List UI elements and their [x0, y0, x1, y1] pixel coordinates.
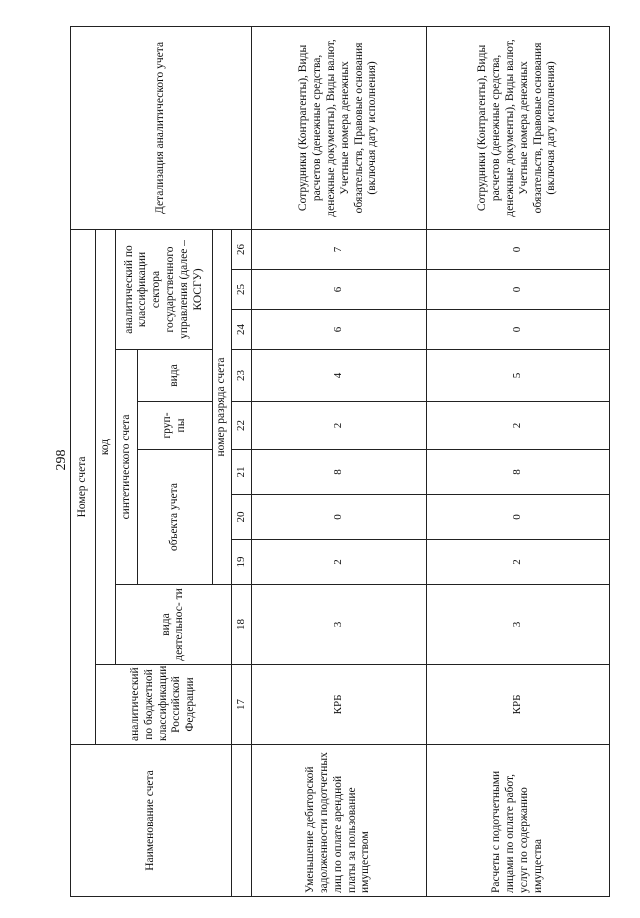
- row-value: 2: [426, 402, 609, 450]
- row-value: 2: [251, 540, 426, 585]
- row-account-name: Расчеты с подотчетными лицами по оплате работ, услуг по содержанию имущества: [426, 745, 609, 897]
- accounts-table: [70, 26, 610, 897]
- row-account-name: Уменьшение дебиторской задолженности подотчетных лиц по оплате арендной платы за пользование имуществом: [251, 745, 426, 897]
- row-value: 5: [426, 350, 609, 402]
- header-synthetic: синтетического счета: [116, 350, 138, 585]
- header-name-blank: [231, 745, 251, 897]
- digit-label: 18: [231, 585, 251, 665]
- header-account-number: Номер счета: [71, 229, 96, 744]
- header-group: груп- пы: [138, 402, 213, 450]
- digit-label: 24: [231, 310, 251, 350]
- header-detail: Детализация аналитического учета: [71, 26, 252, 229]
- header-digit-number: номер разряда счета: [213, 229, 232, 584]
- row-value: 6: [251, 270, 426, 310]
- rotated-table-container: [70, 27, 608, 897]
- digit-label: 25: [231, 270, 251, 310]
- row-value: 0: [426, 495, 609, 540]
- row-value: 3: [426, 585, 609, 665]
- row-value: 0: [251, 495, 426, 540]
- digit-label: 22: [231, 402, 251, 450]
- row-value: 0: [426, 310, 609, 350]
- row-value: 8: [426, 450, 609, 495]
- header-kind: вида: [138, 350, 213, 402]
- digit-label: 23: [231, 350, 251, 402]
- row-value: КРБ: [426, 665, 609, 745]
- row-value: 2: [426, 540, 609, 585]
- header-activity-type: вида деятельнос- ти: [116, 585, 232, 665]
- row-value: 8: [251, 450, 426, 495]
- digit-label: 17: [231, 665, 251, 745]
- row-value: 3: [251, 585, 426, 665]
- row-value: 2: [251, 402, 426, 450]
- digit-label: 26: [231, 229, 251, 269]
- header-analytic-budget: аналитический по бюджетной классификации Российской Федерации: [96, 665, 232, 745]
- row-value: 6: [251, 310, 426, 350]
- row-detail: Сотрудники (Контрагенты), Виды расчетов (денежные средства, денежные документы), Виды валют, Учетные номера денежных обязательств, Правовые основания (включая дату исполнения): [251, 26, 426, 229]
- row-value: 0: [426, 270, 609, 310]
- row-value: 7: [251, 229, 426, 269]
- row-detail: Сотрудники (Контрагенты), Виды расчетов (денежные средства, денежные документы), Виды валют, Учетные номера денежных обязательств, Правовые основания (включая дату исполнения): [426, 26, 609, 229]
- digit-label: 21: [231, 450, 251, 495]
- header-object: объекта учета: [138, 450, 213, 585]
- page-number: 298: [54, 449, 69, 471]
- header-analytic-kosgu: аналитический по классификации сектора государственного управления (далее – КОСГУ): [116, 229, 213, 349]
- digit-label: 20: [231, 495, 251, 540]
- row-value: 4: [251, 350, 426, 402]
- digit-label: 19: [231, 540, 251, 585]
- row-value: 0: [426, 229, 609, 269]
- header-account-name: Наименование счета: [71, 745, 232, 897]
- row-value: КРБ: [251, 665, 426, 745]
- header-code: код: [96, 229, 116, 664]
